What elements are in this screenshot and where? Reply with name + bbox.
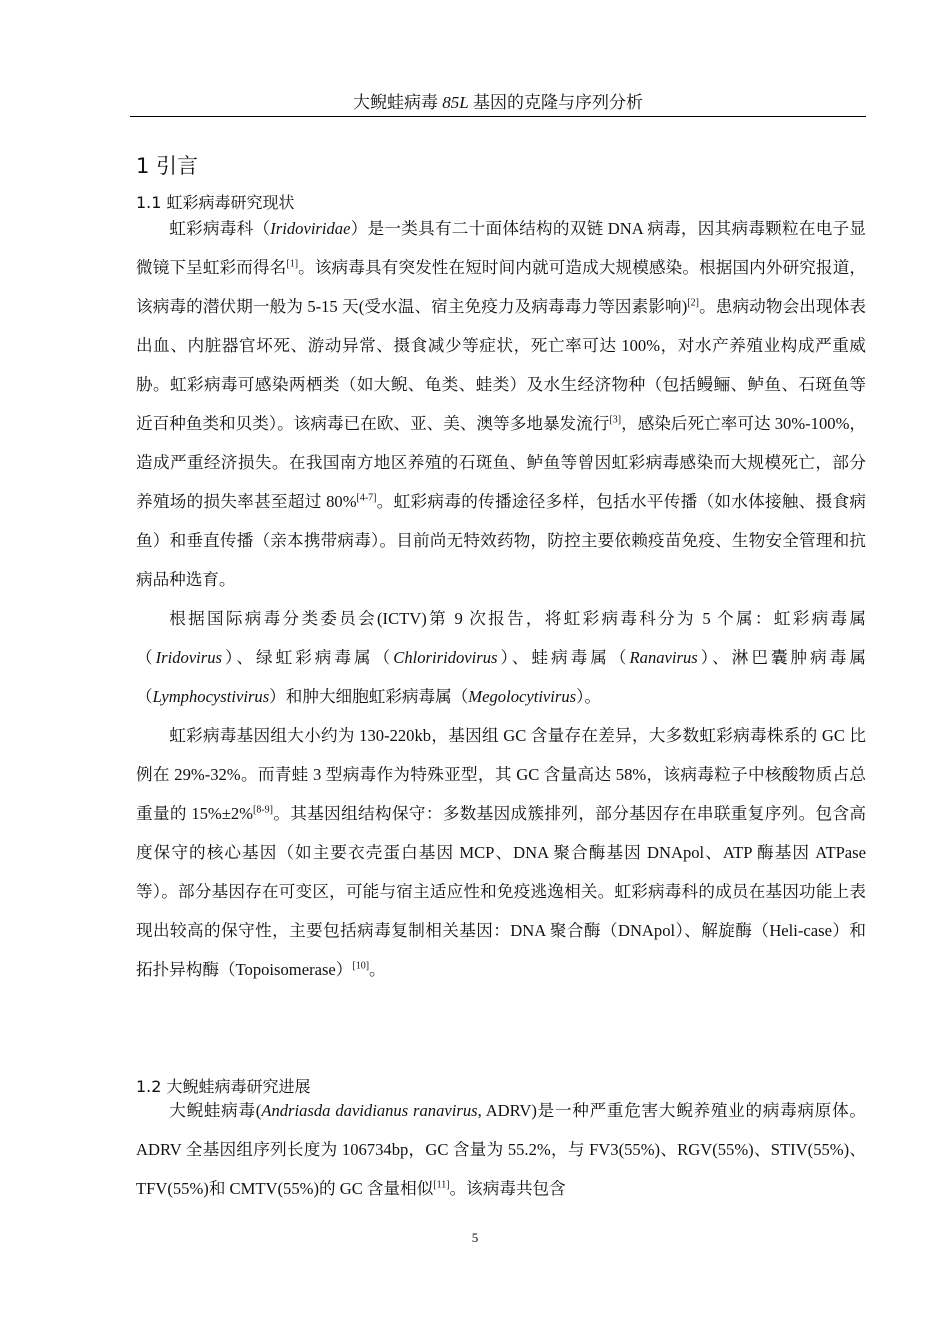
text-run: 虹彩病毒科（ — [169, 219, 271, 238]
header-rule — [130, 116, 866, 117]
text-run: ）、淋巴囊肿病毒属（ — [136, 648, 867, 706]
text-run: 。虹彩病毒的传播途径多样，包括水平传播（如水体接触、摄食病鱼）和垂直传播（亲本携带病毒）。目前尚无特效药物，防控主要依赖疫苗免疫、生物安全管理和抗病品种选育。 — [136, 492, 866, 589]
citation: [3] — [609, 414, 622, 426]
citation: [4-7] — [356, 492, 377, 504]
running-header — [130, 88, 866, 113]
italic-term: Lymphocystivirus — [152, 687, 270, 706]
paragraph — [136, 1091, 866, 1208]
text-run: 。其基因组结构保守：多数基因成簇排列，部分基因存在串联重复序列。包含高度保守的核心基因（如主要衣壳蛋白基因 MCP、DNA 聚合酶基因 DNApol、ATP 酶基因 ATPase 等）。部分基因存在可变区，可能与宿主适应性和免疫逃逸相关。虹彩病毒科的成员在基因功能上表现出较高的保守性，主要包括病毒复制相关基因：DNA 聚合酶（DNApol）、解旋酶（Heli-case）和拓扑异构酶（Topoisomerase） — [136, 804, 867, 979]
italic-term: Megolocytivirus — [468, 687, 577, 706]
italic-term: Iridoviridae — [270, 219, 351, 238]
chapter-title: 1 引言 — [136, 154, 199, 178]
paragraph — [136, 599, 866, 716]
italic-term: Andriasda davidianus ranavirus — [261, 1101, 478, 1120]
text-run: ）、绿虹彩病毒属（ — [222, 648, 394, 667]
text-run: 。该病毒具有突发性在短时间内就可造成大规模感染。根据国内外研究报道，该病毒的潜伏期一般为 5-15 天(受水温、宿主免疫力及病毒毒力等因素影响) — [136, 258, 867, 316]
header-title-pre: 大鲵蛙病毒 — [353, 93, 443, 112]
header-title-italic: 85L — [442, 93, 469, 112]
text-run: ）、蛙病毒属（ — [497, 648, 630, 667]
italic-term: Chloriridovirus — [393, 648, 498, 667]
italic-term: Ranavirus — [629, 648, 698, 667]
text-run: 大鲵蛙病毒( — [169, 1101, 262, 1120]
section-heading-1-1: 1.1 虹彩病毒研究现状 — [136, 193, 295, 212]
text-run: , ADRV)是一种严重危害大鲵养殖业的病毒病原体。ADRV 全基因组序列长度为 106734bp，GC 含量为 55.2%，与 FV3(55%)、RGV(55%)、STIV(55%)、TFV(55%)和 CMTV(55%)的 GC 含量相似 — [136, 1101, 866, 1198]
text-run: ）是一类具有二十面体结构的双链 DNA 病毒，因其病毒颗粒在电子显微镜下呈虹彩而得名 — [136, 219, 866, 277]
text-run: 。患病动物会出现体表出血、内脏器官坏死、游动异常、摄食减少等症状，死亡率可达 100%，对水产养殖业构成严重威胁。虹彩病毒可感染两栖类（如大鲵、龟类、蛙类）及水生经济物种（包括鳗鲡、鲈鱼、石斑鱼等近百种鱼类和贝类）。该病毒已在欧、亚、美、澳等多地暴发流行 — [136, 297, 867, 433]
paragraph — [136, 716, 866, 989]
citation: [10] — [352, 960, 370, 972]
header-title-post: 基因的克隆与序列分析 — [468, 93, 643, 112]
citation: [1] — [286, 258, 299, 270]
text-run: ，感染后死亡率可达 30%-100%，造成严重经济损失。在我国南方地区养殖的石斑鱼、鲈鱼等曾因虹彩病毒感染而大规模死亡，部分养殖场的损失率甚至超过 80% — [136, 414, 866, 511]
page-number: 5 — [471, 1230, 479, 1245]
text-run: 。 — [369, 960, 386, 979]
section-heading-1-2: 1.2 大鲵蛙病毒研究进展 — [136, 1077, 311, 1096]
text-run: 虹彩病毒基因组大小约为 130-220kb，基因组 GC 含量存在差异，大多数虹彩病毒株系的 GC 比例在 29%-32%。而青蛙 3 型病毒作为特殊亚型，其 GC 含量高达 58%，该病毒粒子中核酸物质占总重量的 15%±2% — [136, 726, 866, 823]
paragraph — [136, 209, 866, 599]
text-run: ）和肿大细胞虹彩病毒属（ — [269, 687, 469, 706]
citation: [11] — [433, 1179, 450, 1191]
section-1-2-body — [136, 1091, 866, 1208]
text-run: 。该病毒共包含 — [449, 1179, 566, 1198]
text-run: 根据国际病毒分类委员会(ICTV)第 9 次报告，将虹彩病毒科分为 5 个属：虹彩病毒属（ — [136, 609, 866, 667]
citation: [2] — [687, 297, 699, 309]
citation: [8-9] — [252, 804, 273, 816]
text-run: ）。 — [576, 687, 602, 706]
italic-term: Iridovirus — [155, 648, 222, 667]
section-1-1-body — [136, 209, 866, 989]
